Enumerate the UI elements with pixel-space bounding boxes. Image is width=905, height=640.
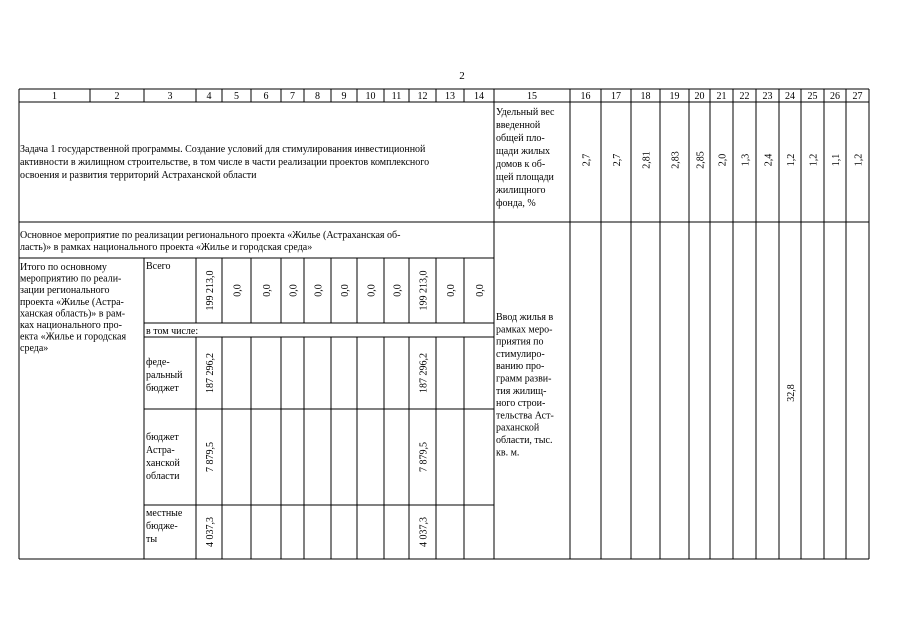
measure-title-line: ласть)» в рамках национального проекта «Жилье и городская среда» xyxy=(20,242,313,253)
total-label-line: ках национального про- xyxy=(20,320,122,331)
housing-indicator-line: ного строи- xyxy=(496,398,546,410)
vsego-col5: 0,0 xyxy=(232,284,244,297)
federal-col12: 187 296,2 xyxy=(418,353,430,393)
page-number: 2 xyxy=(459,70,465,82)
vsego-col6: 0,0 xyxy=(262,284,273,297)
vsego-col7: 0,0 xyxy=(288,284,300,297)
vsego-col12: 199 213,0 xyxy=(418,270,430,311)
vsego-col13: 0,0 xyxy=(446,284,457,297)
housing-indicator-line: ванию про- xyxy=(496,361,545,373)
table-content xyxy=(20,107,865,547)
vsego-col14: 0,0 xyxy=(475,284,486,297)
column-header-3: 3 xyxy=(167,91,173,102)
total-label-line: мероприятию по реали- xyxy=(20,273,122,285)
local-label: ты xyxy=(146,534,158,545)
task-indicator-line: домов к об- xyxy=(496,159,546,170)
column-header-2: 2 xyxy=(114,91,120,102)
task-value-col-22: 1,3 xyxy=(740,153,752,167)
column-header-17: 17 xyxy=(611,91,621,102)
column-header-14: 14 xyxy=(474,91,484,102)
column-header-6: 6 xyxy=(263,91,269,102)
column-header-24: 24 xyxy=(785,91,795,102)
housing-indicator-line: тия жилищ- xyxy=(496,385,547,397)
column-header-27: 27 xyxy=(852,91,863,102)
column-header-8: 8 xyxy=(315,91,320,102)
regional-label: ханской xyxy=(146,458,180,469)
total-label-line: Итого по основному xyxy=(20,262,107,273)
regional-label: Астра- xyxy=(146,445,175,456)
housing-indicator-line: тельства Аст- xyxy=(496,410,554,422)
task-text-line: Задача 1 государственной программы. Создание условий для стимулирования инвестиционной xyxy=(20,144,426,155)
vsego-col10: 0,0 xyxy=(366,284,378,297)
total-label-line: ханская область)» в рам- xyxy=(20,308,126,320)
task-value-col-27: 1,2 xyxy=(853,153,865,167)
column-header-4: 4 xyxy=(206,91,212,102)
task-indicator-line: Удельный вес xyxy=(496,107,555,118)
regional-label: бюджет xyxy=(146,432,179,443)
task-value-col-24: 1,2 xyxy=(786,153,797,167)
housing-indicator-line: приятия по xyxy=(496,336,544,348)
column-header-22: 22 xyxy=(739,91,750,102)
task-indicator-line: жилищного xyxy=(496,185,546,196)
local-label: бюдже- xyxy=(146,521,178,532)
local-col12: 4 037,3 xyxy=(418,517,430,547)
column-header-18: 18 xyxy=(640,91,651,102)
task-value-col-18: 2,81 xyxy=(641,151,653,169)
column-header-row xyxy=(52,91,863,102)
column-header-16: 16 xyxy=(580,91,591,102)
column-header-13: 13 xyxy=(445,91,455,102)
column-header-12: 12 xyxy=(417,91,428,102)
federal-label: феде- xyxy=(146,357,170,368)
vsego-label: Всего xyxy=(146,261,171,272)
column-header-25: 25 xyxy=(807,91,818,102)
local-label: местные xyxy=(146,508,183,519)
federal-col4: 187 296,2 xyxy=(205,353,216,393)
task-text-line: освоения и развития территорий Астраханской области xyxy=(20,170,257,181)
column-header-7: 7 xyxy=(290,91,295,102)
total-label-line: екта «Жилье и городская xyxy=(20,331,127,343)
task-indicator-line: щади жилых xyxy=(496,146,551,157)
housing-indicator-line: области, тыс. xyxy=(496,435,553,446)
task-value-col-23: 2,4 xyxy=(763,153,775,167)
regional-col4: 7 879,5 xyxy=(205,442,216,472)
v-tom-chisle-label: в том числе: xyxy=(146,326,199,337)
federal-label: ральный xyxy=(146,370,183,381)
column-header-20: 20 xyxy=(694,91,705,102)
federal-label: бюджет xyxy=(146,383,179,394)
column-header-21: 21 xyxy=(716,91,727,102)
task-indicator-line: общей пло- xyxy=(496,133,545,144)
task-value-col-19: 2,83 xyxy=(670,151,682,169)
column-header-5: 5 xyxy=(234,91,239,102)
total-label-line: зации регионального xyxy=(20,285,110,297)
measure-title-line: Основное мероприятие по реализации регионального проекта «Жилье (Астраханская об- xyxy=(20,230,401,241)
vsego-col9: 0,0 xyxy=(340,284,351,297)
task-value-col-21: 2,0 xyxy=(717,153,729,167)
column-header-19: 19 xyxy=(669,91,680,102)
housing-indicator-line: Ввод жилья в xyxy=(496,312,554,323)
task-value-col-26: 1,1 xyxy=(831,153,842,167)
vsego-col11: 0,0 xyxy=(392,284,404,297)
vsego-col8: 0,0 xyxy=(313,284,325,297)
task-indicator-line: фонда, % xyxy=(496,198,536,209)
total-label-line: среда» xyxy=(20,343,49,355)
housing-indicator-line: рамках меро- xyxy=(496,324,553,336)
column-header-11: 11 xyxy=(391,91,402,102)
column-header-23: 23 xyxy=(762,91,773,102)
housing-indicator-line: грамм разви- xyxy=(496,373,552,385)
column-header-15: 15 xyxy=(527,91,537,102)
task-value-col-20: 2,85 xyxy=(695,151,707,169)
housing-indicator-line: раханской xyxy=(496,422,540,434)
column-header-10: 10 xyxy=(365,91,376,102)
task-indicator-line: введенной xyxy=(496,120,541,131)
local-col4: 4 037,3 xyxy=(205,517,216,547)
housing-indicator-line: стимулиро- xyxy=(496,348,545,360)
vsego-col4: 199 213,0 xyxy=(205,270,216,311)
housing-indicator-line: кв. м. xyxy=(496,447,520,459)
regional-label: области xyxy=(146,471,180,482)
task-text-line: активности в жилищном строительстве, в том числе в части реализации проектов комплексного xyxy=(20,157,430,168)
regional-col12: 7 879,5 xyxy=(418,442,430,472)
task-value-col-25: 1,2 xyxy=(808,153,820,167)
task-value-col-16: 2,7 xyxy=(581,153,593,167)
task-value-col-17: 2,7 xyxy=(612,153,623,167)
column-header-9: 9 xyxy=(341,91,347,102)
column-header-26: 26 xyxy=(830,91,840,102)
total-label-line: проекта «Жилье (Астра- xyxy=(20,296,124,308)
column-header-1: 1 xyxy=(52,91,57,102)
task-indicator-line: щей площади xyxy=(496,172,554,183)
housing-value-col24: 32,8 xyxy=(786,384,797,402)
